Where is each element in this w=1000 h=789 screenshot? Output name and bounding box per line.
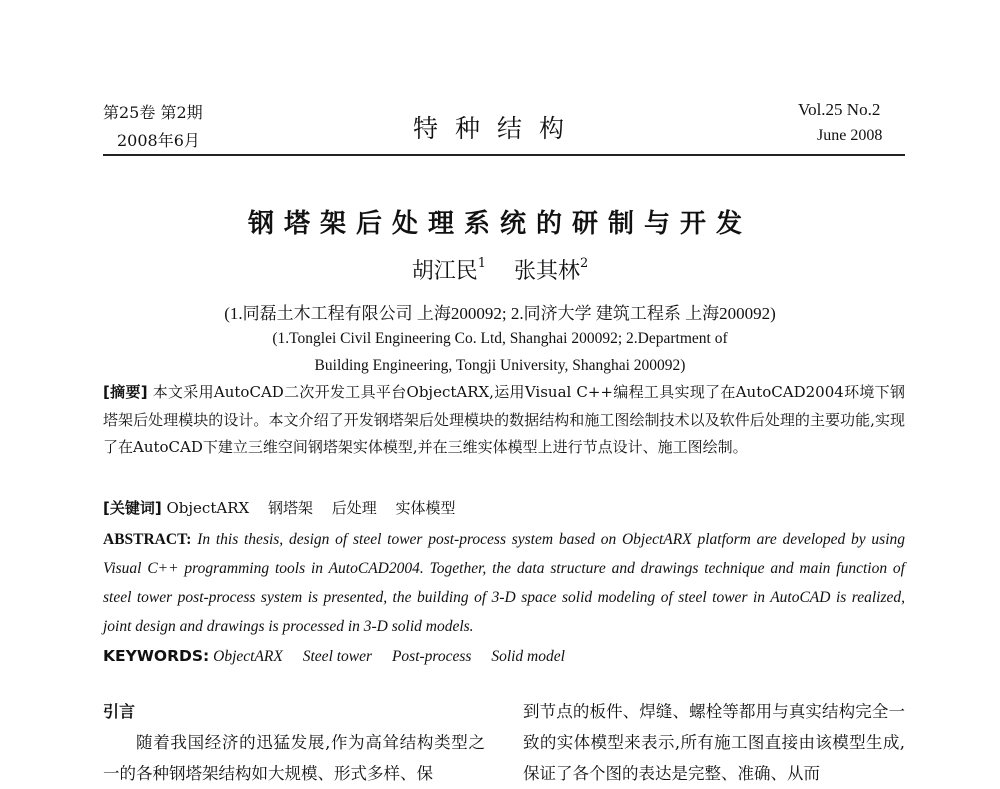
header-date-en: June 2008	[817, 127, 883, 144]
body-paragraph: 到节点的板件、焊缝、螺栓等都用与真实结构完全一致的实体模型来表示,所有施工图直接由该模型生成,保证了各个图的表达是完整、准确、从而	[523, 702, 905, 783]
keyword-item: 钢塔架	[267, 499, 313, 517]
body-paragraph: 随着我国经济的迅猛发展,作为高耸结构类型之一的各种钢塔架结构如大规模、形式多样、保	[103, 733, 485, 783]
author-line	[0, 254, 1000, 285]
abstract-en-label: ABSTRACT:	[103, 531, 192, 548]
abstract-en-text: In this thesis, design of steel tower post-process system based on ObjectARX platform are developed by using Visual C++ programming tools in AutoCAD2004. Together, the data structure and drawings technique and main function of steel tower post-process system is presented, the building of 3-D space solid modeling of steel tower in AutoCAD is realized, joint design and drawings is processed in 3-D solid models.	[103, 531, 906, 635]
header-rule	[103, 154, 905, 156]
affiliation-cn: (1.同磊土木工程有限公司 上海200092; 2.同济大学 建筑工程系 上海200092)	[224, 304, 776, 323]
keyword-item: 实体模型	[395, 499, 456, 517]
abstract-cn-text: 本文采用AutoCAD二次开发工具平台ObjectARX,运用Visual C++编程工具实现了在AutoCAD2004环境下钢塔架后处理模块的设计。本文介绍了开发钢塔架后处理模块的数据结构和施工图绘制技术以及软件后处理的主要功能,实现了在AutoCAD下建立三维空间钢塔架实体模型,并在三维实体模型上进行节点设计、施工图绘制。	[103, 383, 905, 456]
keyword-item: Post-process	[391, 648, 472, 665]
header-volume-issue: 第25卷 第2期	[103, 103, 203, 122]
keywords-en	[103, 643, 905, 671]
keywords-cn-label: [关键词]	[103, 499, 162, 517]
affiliation-en-line2: Building Engineering, Tongji University, Shanghai 200092)	[314, 357, 686, 374]
keywords-en-label: KEYWORDS:	[103, 647, 210, 665]
affiliation-en-line1: (1.Tonglei Civil Engineering Co. Ltd, Shanghai 200092; 2.Department of	[272, 330, 728, 347]
author-name: 胡江民	[411, 259, 478, 284]
keyword-item: ObjectARX	[166, 499, 250, 517]
author-affil-mark: 2	[580, 256, 589, 271]
keyword-item: Steel tower	[302, 648, 373, 665]
body-right-column	[523, 696, 905, 789]
keyword-item: 后处理	[331, 499, 377, 517]
section-heading: 引言	[103, 702, 136, 721]
abstract-cn-label: [摘要]	[103, 383, 148, 401]
abstract-cn	[103, 379, 905, 462]
journal-name: 特种结构	[413, 114, 582, 143]
abstract-en	[103, 525, 905, 641]
body-left-column	[103, 696, 485, 789]
keywords-cn	[103, 495, 905, 523]
header-date-cn: 2008年6月	[117, 131, 200, 150]
author-name: 张其林	[513, 259, 580, 284]
header-volume-en: Vol.25 No.2	[798, 100, 881, 119]
keyword-item: Solid model	[491, 648, 565, 665]
author-affil-mark: 1	[477, 256, 486, 271]
keyword-item: ObjectARX	[213, 648, 283, 665]
paper-title: 钢塔架后处理系统的研制与开发	[247, 209, 752, 239]
